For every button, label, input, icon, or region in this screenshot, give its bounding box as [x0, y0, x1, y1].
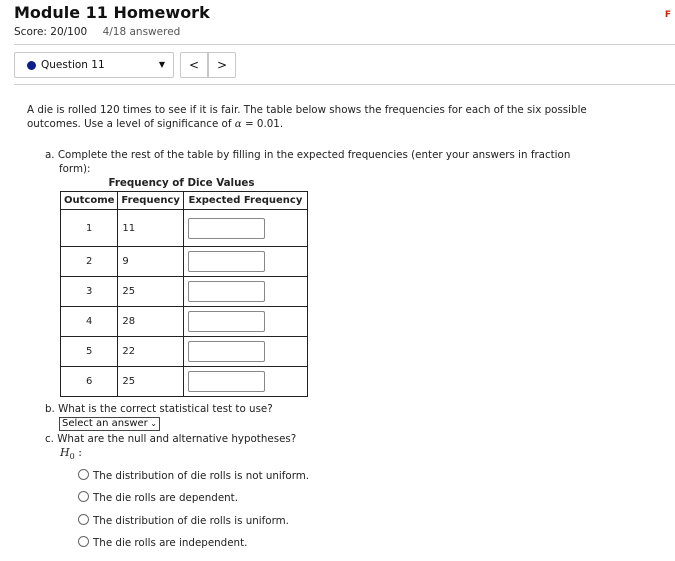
h0-letter: H: [60, 446, 70, 459]
table-row: [61, 307, 308, 337]
header-frequency: Frequency: [118, 192, 184, 210]
option-label: The distribution of die rolls is not uniform.: [93, 470, 310, 482]
frequency-table: [60, 191, 308, 397]
frequency-cell: 11: [118, 210, 184, 247]
radio-button[interactable]: [78, 469, 89, 480]
statistical-test-select[interactable]: [59, 417, 160, 431]
frequency-cell: 9: [118, 247, 184, 277]
next-question-button[interactable]: >: [208, 52, 236, 78]
previous-question-button[interactable]: <: [180, 52, 208, 78]
part-a-line1: a. Complete the rest of the table by filling in the expected frequencies (enter your answers in fraction: [45, 149, 571, 161]
question-intro: [27, 103, 587, 131]
option-label: The distribution of die rolls is uniform.: [93, 515, 289, 527]
question-select-label: Question 11: [41, 59, 105, 71]
expected-frequency-input-2[interactable]: [188, 251, 265, 272]
table-row: [61, 247, 308, 277]
outcome-cell: 4: [61, 307, 118, 337]
expected-cell: [183, 367, 307, 397]
corner-mark: F: [664, 10, 671, 20]
table-row: [61, 210, 308, 247]
frequency-cell: 22: [118, 337, 184, 367]
alpha-value: = 0.01.: [245, 118, 284, 130]
frequency-cell: 25: [118, 277, 184, 307]
h0-option-2[interactable]: [78, 491, 238, 505]
frequency-cell: 28: [118, 307, 184, 337]
header-divider: [14, 44, 675, 45]
h0-colon: :: [78, 446, 82, 459]
radio-button[interactable]: [78, 514, 89, 525]
statistical-test-select-value: Select an answer: [62, 418, 148, 429]
score-row: [14, 26, 180, 38]
table-row: [61, 337, 308, 367]
score-text: Score: 20/100: [14, 26, 88, 38]
intro-text: A die is rolled 120 times to see if it is fair. The table below shows the frequencies for each of the six possible outcomes. Use a level of significance of: [27, 104, 587, 130]
outcome-cell: 6: [61, 367, 118, 397]
outcome-cell: 3: [61, 277, 118, 307]
header-outcome: Outcome: [61, 192, 118, 210]
table-row: [61, 367, 308, 397]
frequency-cell: 25: [118, 367, 184, 397]
part-a-line2: form):: [59, 163, 91, 175]
h0-option-3[interactable]: [78, 514, 289, 528]
h0-option-1[interactable]: [78, 469, 309, 483]
question-select[interactable]: [14, 52, 174, 78]
outcome-cell: 1: [61, 210, 118, 247]
h0-subscript: 0: [69, 452, 75, 462]
expected-frequency-input-1[interactable]: [188, 218, 265, 239]
part-b-prompt: b. What is the correct statistical test to use?: [45, 403, 273, 415]
null-hypothesis-label: [60, 446, 82, 461]
page-title: Module 11 Homework: [14, 3, 210, 22]
table-header-row: [61, 192, 308, 210]
table-caption: Frequency of Dice Values: [108, 177, 255, 189]
answered-count: 4/18 answered: [102, 26, 181, 38]
expected-cell: [183, 247, 307, 277]
expected-cell: [183, 277, 307, 307]
expected-frequency-input-4[interactable]: [188, 311, 265, 332]
expected-cell: [183, 210, 307, 247]
expected-frequency-input-3[interactable]: [188, 281, 265, 302]
expected-cell: [183, 307, 307, 337]
header-expected-frequency: Expected Frequency: [183, 192, 307, 210]
chevron-down-icon: ▼: [158, 60, 165, 69]
radio-button[interactable]: [78, 536, 89, 547]
expected-cell: [183, 337, 307, 367]
part-a-prompt: [45, 148, 605, 176]
h0-option-4[interactable]: [78, 536, 247, 550]
nav-divider: [14, 84, 675, 85]
outcome-cell: 2: [61, 247, 118, 277]
option-label: The die rolls are dependent.: [93, 492, 238, 504]
question-status-dot-icon: [27, 61, 36, 70]
outcome-cell: 5: [61, 337, 118, 367]
part-c-prompt: c. What are the null and alternative hypotheses?: [45, 433, 297, 445]
expected-frequency-input-5[interactable]: [188, 341, 265, 362]
chevron-down-icon: ⌄: [150, 419, 157, 428]
table-row: [61, 277, 308, 307]
option-label: The die rolls are independent.: [93, 537, 248, 549]
expected-frequency-input-6[interactable]: [188, 371, 265, 392]
radio-button[interactable]: [78, 491, 89, 502]
alpha-symbol: α: [234, 118, 242, 130]
